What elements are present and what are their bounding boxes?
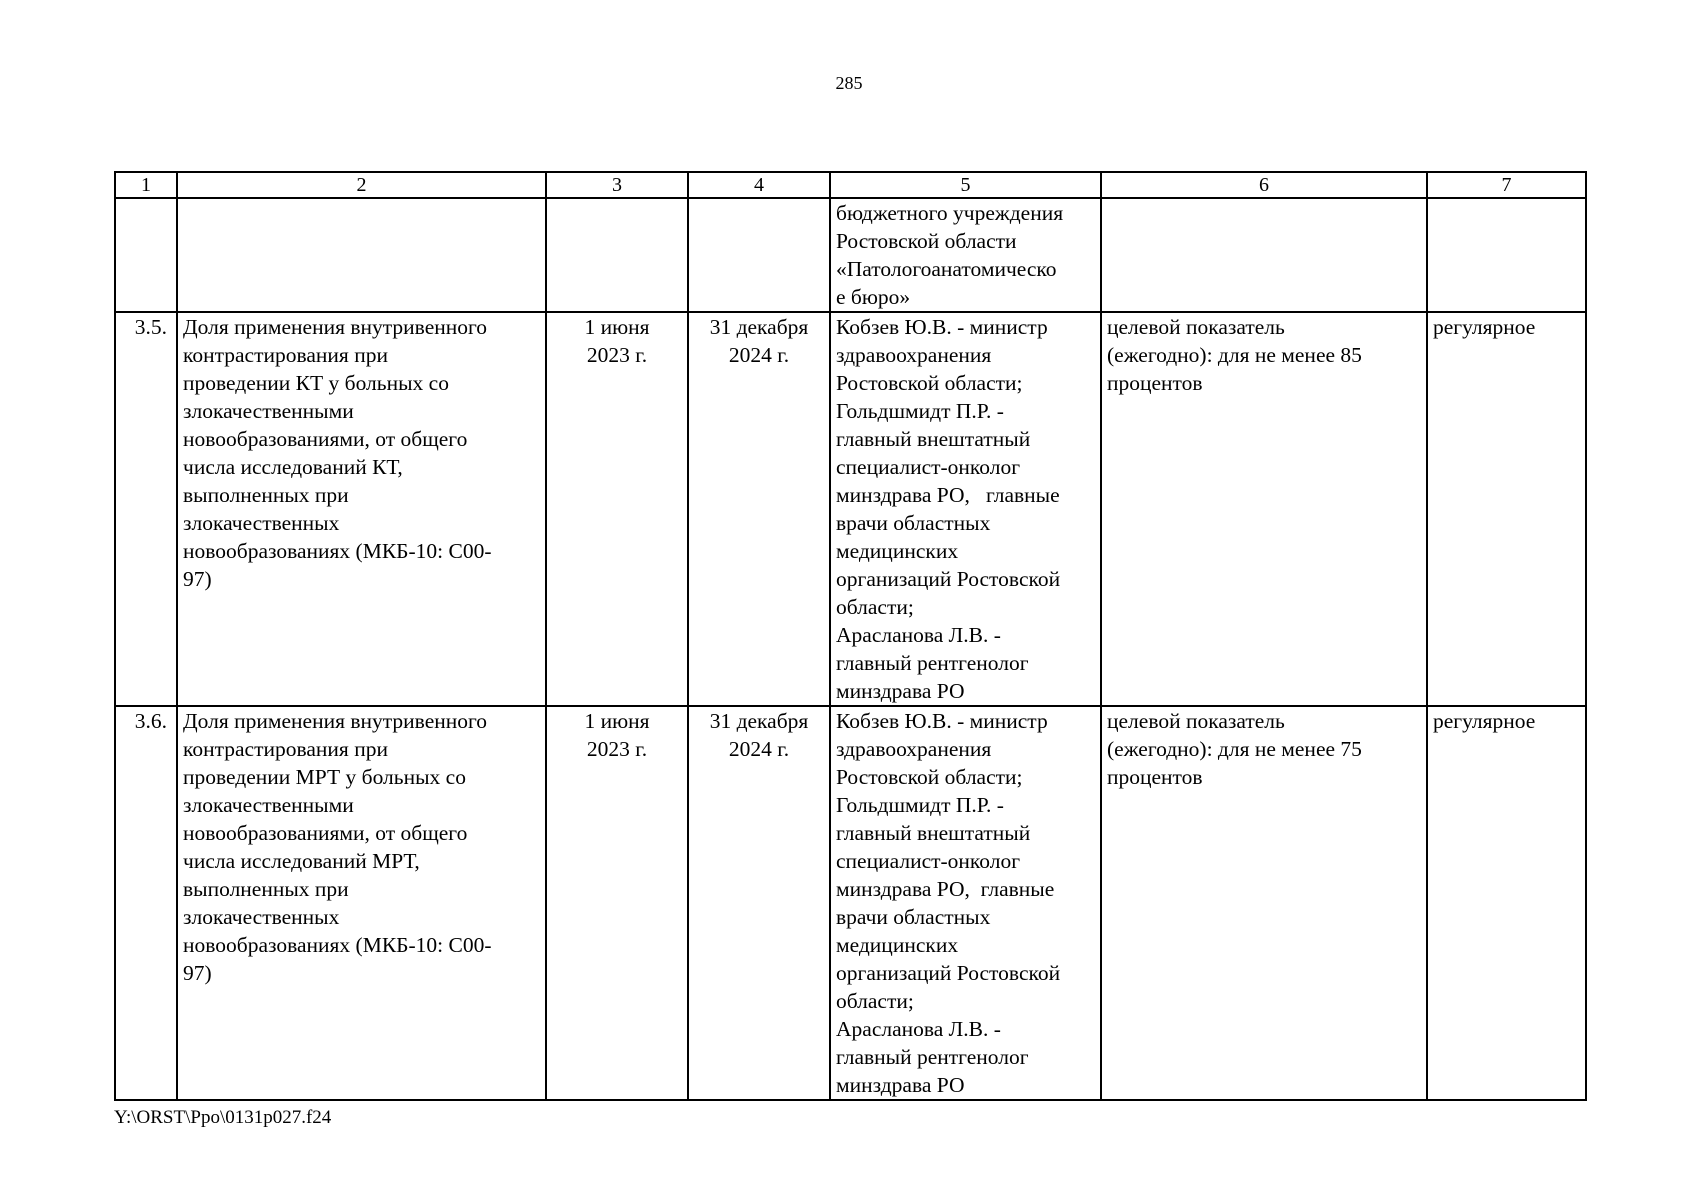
measures-table	[114, 171, 1587, 1101]
responsible-line: здравоохранения	[836, 343, 992, 367]
responsible-line: врачи областных	[836, 905, 991, 929]
responsible-line: минздрава РО	[836, 1073, 965, 1097]
responsible-cell	[830, 312, 1101, 706]
number-cell	[115, 198, 177, 312]
description-line: выполненных при	[183, 877, 349, 901]
responsible-line: Ростовской области;	[836, 765, 1023, 789]
responsible-line: минздрава РО	[836, 679, 965, 703]
responsible-line: главный рентгенолог	[836, 1045, 1029, 1069]
description-line: новообразованиями, от общего	[183, 427, 468, 451]
type-cell: регулярное	[1427, 312, 1586, 706]
responsible-line: организаций Ростовской	[836, 567, 1061, 591]
type-cell	[1427, 198, 1586, 312]
description-line: новообразованиях (МКБ-10: С00-	[183, 933, 492, 957]
responsible-line: медицинских	[836, 539, 959, 563]
description-line: злокачественных	[183, 511, 340, 535]
responsible-line: врачи областных	[836, 511, 991, 535]
responsible-line: главный внештатный	[836, 427, 1031, 451]
description-line: злокачественными	[183, 399, 354, 423]
column-number: 4	[688, 172, 830, 198]
responsible-line: Кобзев Ю.В. - министр	[836, 315, 1048, 339]
indicator-line: (ежегодно): для не менее 75	[1107, 737, 1362, 761]
start-date-line: 1 июня	[584, 709, 650, 733]
end-date-line: 31 декабря	[709, 315, 809, 339]
responsible-line: бюджетного учреждения	[836, 201, 1064, 225]
indicator-line: (ежегодно): для не менее 85	[1107, 343, 1362, 367]
indicator-line: процентов	[1107, 765, 1203, 789]
column-number: 5	[830, 172, 1101, 198]
end-date-line: 2024 г.	[728, 737, 790, 761]
responsible-cell	[830, 706, 1101, 1100]
row-number: 3.5.	[115, 312, 177, 706]
description-line: злокачественных	[183, 905, 340, 929]
indicator-line: процентов	[1107, 371, 1203, 395]
responsible-line: медицинских	[836, 933, 959, 957]
start-date-line: 2023 г.	[586, 737, 648, 761]
responsible-line: организаций Ростовской	[836, 961, 1061, 985]
description-line: 97)	[183, 961, 212, 985]
responsible-line: Ростовской области	[836, 229, 1017, 253]
type-cell: регулярное	[1427, 706, 1586, 1100]
column-number-row	[115, 172, 1586, 198]
indicator-cell	[1101, 706, 1427, 1100]
start-date-cell	[546, 312, 688, 706]
responsible-line: минздрава РО, главные	[836, 877, 1055, 901]
indicator-line: целевой показатель	[1107, 315, 1285, 339]
description-cell	[177, 198, 546, 312]
responsible-line: е бюро»	[836, 285, 911, 309]
description-line: числа исследований МРТ,	[183, 849, 420, 873]
file-path-footer: Y:\ORST\Ppo\0131p027.f24	[114, 1107, 332, 1128]
description-line: злокачественными	[183, 793, 354, 817]
description-line: контрастирования при	[183, 737, 388, 761]
continuation-row	[115, 198, 1586, 312]
table-row	[115, 706, 1586, 1100]
start-date-line: 1 июня	[584, 315, 650, 339]
page-number: 285	[835, 73, 863, 93]
end-date-cell	[688, 198, 830, 312]
description-line: проведении КТ у больных со	[183, 371, 449, 395]
indicator-cell	[1101, 312, 1427, 706]
description-line: Доля применения внутривенного	[183, 315, 488, 339]
start-date-cell	[546, 706, 688, 1100]
responsible-line: главный внештатный	[836, 821, 1031, 845]
description-cell	[177, 312, 546, 706]
responsible-line: Арасланова Л.В. -	[836, 623, 1001, 647]
end-date-cell	[688, 312, 830, 706]
responsible-line: «Патологоанатомическо	[836, 257, 1057, 281]
description-line: новообразованиями, от общего	[183, 821, 468, 845]
responsible-line: Гольдшмидт П.Р. -	[836, 399, 1004, 423]
responsible-line: области;	[836, 989, 914, 1013]
description-line: контрастирования при	[183, 343, 388, 367]
description-line: проведении МРТ у больных со	[183, 765, 466, 789]
column-number: 6	[1101, 172, 1427, 198]
table-row	[115, 312, 1586, 706]
description-line: новообразованиях (МКБ-10: С00-	[183, 539, 492, 563]
start-date-cell	[546, 198, 688, 312]
description-line: выполненных при	[183, 483, 349, 507]
responsible-cell	[830, 198, 1101, 312]
responsible-line: специалист-онколог	[836, 455, 1021, 479]
end-date-line: 2024 г.	[728, 343, 790, 367]
responsible-line: здравоохранения	[836, 737, 992, 761]
column-number: 3	[546, 172, 688, 198]
column-number: 2	[177, 172, 546, 198]
description-line: Доля применения внутривенного	[183, 709, 488, 733]
indicator-cell	[1101, 198, 1427, 312]
end-date-cell	[688, 706, 830, 1100]
start-date-line: 2023 г.	[586, 343, 648, 367]
responsible-line: Арасланова Л.В. -	[836, 1017, 1001, 1041]
responsible-line: главный рентгенолог	[836, 651, 1029, 675]
row-number: 3.6.	[115, 706, 177, 1100]
end-date-line: 31 декабря	[709, 709, 809, 733]
responsible-line: минздрава РО, главные	[836, 483, 1060, 507]
description-cell	[177, 706, 546, 1100]
column-number: 1	[115, 172, 177, 198]
description-line: 97)	[183, 567, 212, 591]
responsible-line: Кобзев Ю.В. - министр	[836, 709, 1048, 733]
responsible-line: Гольдшмидт П.Р. -	[836, 793, 1004, 817]
description-line: числа исследований КТ,	[183, 455, 403, 479]
indicator-line: целевой показатель	[1107, 709, 1285, 733]
responsible-line: специалист-онколог	[836, 849, 1021, 873]
responsible-line: области;	[836, 595, 914, 619]
column-number: 7	[1427, 172, 1586, 198]
responsible-line: Ростовской области;	[836, 371, 1023, 395]
